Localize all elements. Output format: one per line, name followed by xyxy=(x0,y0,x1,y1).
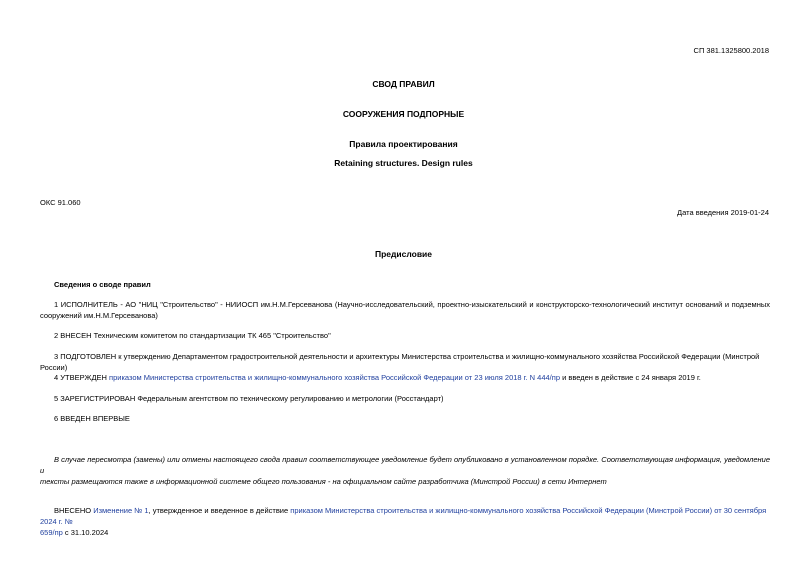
oks-code: ОКС 91.060 xyxy=(40,198,81,207)
preface-item-4-suffix: и введен в действие с 24 января 2019 г. xyxy=(560,373,701,382)
rules-title-ru: Правила проектирования xyxy=(349,139,458,149)
preface-heading: Предисловие xyxy=(374,249,433,259)
amendment-note xyxy=(40,505,770,538)
preface-item-4 xyxy=(40,372,770,383)
preface-item-1 xyxy=(40,299,770,321)
preface-item-1-line1: 1 ИСПОЛНИТЕЛЬ - АО "НИЦ "Строительство" - НИИОСП им.Н.М.Герсеванова (Научно-исследовательский, проектно-изыскательский и конструкторско-технологический институт оснований и подземных xyxy=(54,300,770,309)
info-heading: Сведения о своде правил xyxy=(54,280,151,289)
amendment-mid: , утвержденное и введенное в действие xyxy=(148,506,291,515)
amendment-note-line1 xyxy=(40,505,770,527)
document-subject-title: СООРУЖЕНИЯ ПОДПОРНЫЕ xyxy=(342,109,465,119)
preface-item-5: 5 ЗАРЕГИСТРИРОВАН Федеральным агентством по техническому регулированию и метрологии (Росстандарт) xyxy=(54,394,444,403)
approval-order-link[interactable]: приказом Министерства строительства и жилищно-коммунального хозяйства Российской Федерации от 23 июля 2018 г. N 444/пр xyxy=(109,373,560,382)
amendment-suffix: с 31.10.2024 xyxy=(62,528,109,537)
preface-item-2: 2 ВНЕСЕН Техническим комитетом по стандартизации ТК 465 "Строительство" xyxy=(54,331,331,340)
revision-notice-line1: В случае пересмотра (замены) или отмены настоящего свода правил соответствующее уведомление будет опубликовано в установленном порядке. Соответствующая информация, уведомление и xyxy=(40,455,770,475)
preface-item-4-prefix: 4 УТВЕРЖДЕН xyxy=(54,373,110,382)
amendment-order-link[interactable]: приказом Министерства строительства и жилищно-коммунального хозяйства Российской Федерации (Минстрой России) от 30 сентября 2024 г. № xyxy=(40,506,767,526)
amendment-note-line2 xyxy=(40,527,770,538)
amendment-order-number-link[interactable]: 659/пр xyxy=(40,528,63,537)
preface-item-1-line2: сооружений им.Н.М.Герсеванова) xyxy=(40,311,158,320)
revision-notice xyxy=(40,454,770,487)
document-code: СП 381.1325800.2018 xyxy=(693,46,769,55)
document-type-title: СВОД ПРАВИЛ xyxy=(372,79,435,89)
revision-notice-line2: тексты размещаются также в информационной системе общего пользования - на официальном сайте разработчика (Минстрой России) в сети Интернет xyxy=(40,477,607,486)
preface-item-6: 6 ВВЕДЕН ВПЕРВЫЕ xyxy=(54,414,130,423)
preface-item-3: 3 ПОДГОТОВЛЕН к утверждению Департаментом градостроительной деятельности и архитектуры Министерства строительства и жилищно-коммунального хозяйства Российской Федерации (Минстрой России) xyxy=(40,352,760,372)
amendment-1-link[interactable]: Изменение № 1 xyxy=(93,506,149,515)
rules-title-en: Retaining structures. Design rules xyxy=(334,158,473,168)
intro-date: Дата введения 2019-01-24 xyxy=(677,208,769,217)
amendment-prefix: ВНЕСЕНО xyxy=(54,506,94,515)
